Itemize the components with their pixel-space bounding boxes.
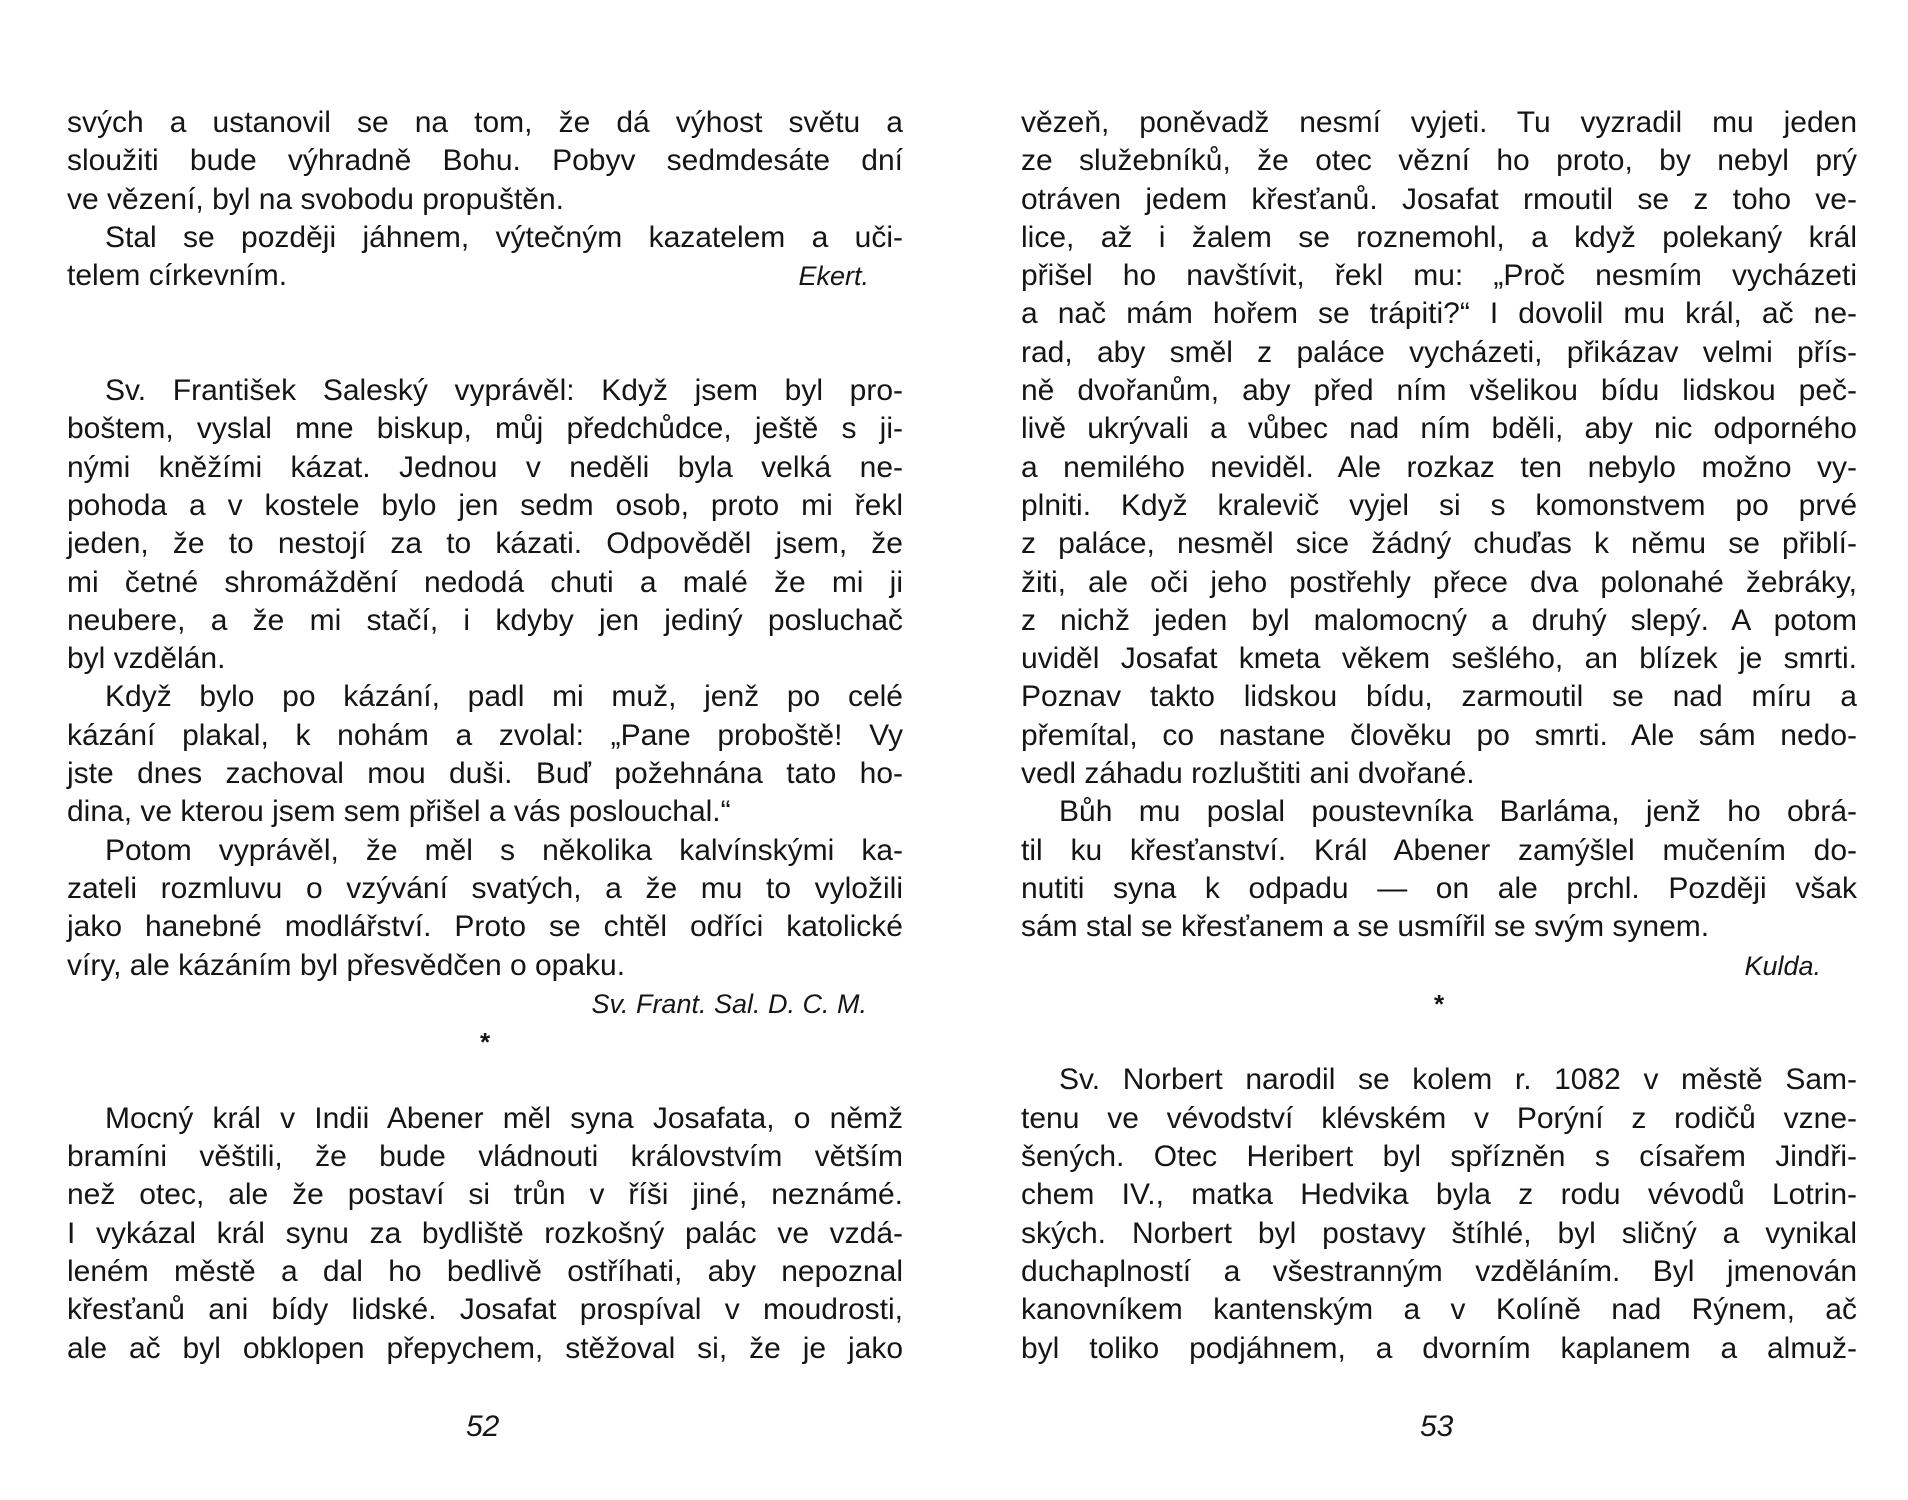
- text-line: Poznav takto lidskou bídu, zarmoutil se nad míru a: [1021, 680, 1857, 714]
- paragraph: [1021, 793, 1857, 946]
- text-line: ských. Norbert byl postavy štíhlé, byl sličný a vynikal: [1021, 1216, 1857, 1250]
- text-line: mi četné shromáždění nedodá chuti a malé že mi ji: [67, 565, 903, 599]
- paragraph: [1021, 104, 1857, 793]
- text-line: nými kněžími kázat. Jednou v neděli byla velká ne-: [67, 450, 903, 484]
- text-line: jste dnes zachoval mou duši. Buď požehnána tato ho-: [67, 757, 903, 791]
- text-line: ale ač byl obklopen přepychem, stěžoval si, že je jako: [67, 1331, 903, 1365]
- text-line: leném městě a dal ho bedlivě ostříhati, aby nepoznal: [67, 1254, 903, 1288]
- text-line: telem církevním.: [67, 259, 288, 293]
- text-line: z nichž jeden byl malomocný a druhý slepý. A potom: [1021, 603, 1857, 637]
- attribution: Sv. Frant. Sal. D. C. M.: [591, 988, 867, 1019]
- paragraph: [67, 678, 903, 831]
- paragraph: [1021, 1061, 1857, 1367]
- text-line: Potom vyprávěl, že měl s několika kalvínskými ka-: [105, 833, 903, 867]
- text-line: kanovníkem kantenským a v Kolíně nad Rýnem, ač: [1021, 1293, 1857, 1327]
- blank-line: [67, 334, 903, 372]
- attribution: Kulda.: [1744, 950, 1821, 981]
- text-line: a nač mám hořem se trápiti?“ I dovolil mu král, ač ne-: [1021, 297, 1857, 331]
- text-line: boštem, vyslal mne biskup, můj předchůdce, ještě s ji-: [67, 412, 903, 446]
- text-line: I vykázal král synu za bydliště rozkošný palác ve vzdá-: [67, 1216, 903, 1250]
- text-line: pohoda a v kostele bylo jen sedm osob, proto mi řekl: [67, 488, 903, 522]
- text-line: tenu ve vévodství klévském v Porýní z rodičů vzne-: [1021, 1101, 1857, 1135]
- text-line: dina, ve kterou jsem sem přišel a vás poslouchal.“: [67, 795, 731, 829]
- paragraph: [67, 104, 903, 219]
- text-line: Sv. Norbert narodil se kolem r. 1082 v městě Sam-: [1059, 1063, 1857, 1097]
- text-line: til ku křesťanství. Král Abener zamýšlel mučením do-: [1021, 833, 1857, 867]
- text-line: otráven jedem křesťanů. Josafat rmoutil se z toho ve-: [1021, 182, 1857, 216]
- text-line-with-attribution: [67, 257, 903, 295]
- text-line: ze služebníků, že otec vězní ho proto, by nebyl prý: [1021, 144, 1857, 178]
- section-separator: *: [479, 1027, 491, 1058]
- text-line: vedl záhadu rozluštiti ani dvořané.: [1021, 757, 1475, 791]
- text-line: chem IV., matka Hedvika byla z rodu vévodů Lotrin-: [1021, 1178, 1857, 1212]
- text-line: žiti, ale oči jeho postřehly přece dva polonahé žebráky,: [1021, 565, 1857, 599]
- text-line: zateli rozmluvu o vzývání svatých, a že mu to vyložili: [67, 871, 903, 905]
- text-line: bramíni věštili, že bude vládnouti královstvím větším: [67, 1140, 903, 1174]
- text-line: Stal se později jáhnem, výtečným kazatelem a uči-: [105, 220, 903, 254]
- text-line: livě ukrývali a vůbec nad ním bděli, aby nic odporného: [1021, 412, 1857, 446]
- text-line: šených. Otec Heribert byl spřízněn s císařem Jindři-: [1021, 1140, 1857, 1174]
- text-line: nutiti syna k odpadu — on ale prchl. Později však: [1021, 871, 1857, 905]
- left-page-text: [67, 104, 903, 1368]
- text-line: víry, ale kázáním byl přesvědčen o opaku.: [67, 948, 626, 982]
- text-line: jako hanebné modlářství. Proto se chtěl odříci katolické: [67, 910, 903, 944]
- page-number-left: 52: [466, 1410, 500, 1443]
- text-line: Bůh mu poslal poustevníka Barláma, jenž ho obrá-: [1059, 795, 1857, 829]
- text-line: plniti. Když kralevič vyjel si s komonstvem po prvé: [1021, 488, 1857, 522]
- text-line: rad, aby směl z paláce vycházeti, přikázav velmi přís-: [1021, 335, 1857, 369]
- right-page-text: [1021, 104, 1857, 1368]
- paragraph: [67, 372, 903, 678]
- text-line: sám stal se křesťanem a se usmířil se svým synem.: [1021, 910, 1710, 944]
- text-line: uviděl Josafat kmeta věkem sešlého, an blízek je smrti.: [1021, 642, 1857, 676]
- text-line: sloužiti bude výhradně Bohu. Pobyv sedmdesáte dní: [67, 144, 903, 178]
- text-line: svých a ustanovil se na tom, že dá výhost světu a: [67, 106, 903, 139]
- attribution: Ekert.: [798, 261, 869, 292]
- text-line: a nemilého neviděl. Ale rozkaz ten nebylo možno vy-: [1021, 450, 1857, 484]
- text-line: neubere, a že mi stačí, i kdyby jen jediný posluchač: [67, 603, 903, 637]
- text-line: duchaplností a všestranným vzděláním. Byl jmenován: [1021, 1254, 1857, 1288]
- blank-line: [67, 295, 903, 333]
- blank-line: [67, 1061, 903, 1099]
- text-line: z paláce, nesměl sice žádný chuďas k němu se přiblí-: [1021, 527, 1857, 561]
- text-line: jeden, že to nestojí za to kázati. Odpověděl jsem, že: [67, 527, 903, 561]
- text-line: lice, až i žalem se roznemohl, a když polekaný král: [1021, 220, 1857, 254]
- section-separator: *: [1433, 988, 1445, 1019]
- text-line: ve vězení, byl na svobodu propuštěn.: [67, 182, 564, 216]
- text-line: Sv. František Saleský vyprávěl: Když jsem byl pro-: [105, 374, 903, 408]
- text-line: Když bylo po kázání, padl mi muž, jenž po celé: [105, 680, 903, 714]
- blank-line: [1021, 1023, 1857, 1061]
- text-line: vězeň, poněvadž nesmí vyjeti. Tu vyzradil mu jeden: [1021, 106, 1857, 139]
- paragraph: [67, 832, 903, 985]
- text-line: ně dvořanům, aby před ním všelikou bídu lidskou peč-: [1021, 374, 1857, 408]
- text-line: byl vzdělán.: [67, 642, 226, 676]
- text-line: než otec, ale že postaví si trůn v říši jiné, neznámé.: [67, 1178, 903, 1212]
- text-line: kázání plakal, k nohám a zvolal: „Pane proboště! Vy: [67, 718, 903, 752]
- text-line: Mocný král v Indii Abener měl syna Josafata, o němž: [105, 1101, 903, 1135]
- page-number-right: 53: [1420, 1410, 1454, 1443]
- text-line: přišel ho navštívit, řekl mu: „Proč nesmím vycházeti: [1021, 259, 1857, 293]
- text-line: křesťanů ani bídy lidské. Josafat prospíval v moudrosti,: [67, 1293, 903, 1327]
- text-line: byl toliko podjáhnem, a dvorním kaplanem a almuž-: [1021, 1331, 1857, 1365]
- paragraph: [67, 1100, 903, 1368]
- paragraph: [67, 219, 903, 296]
- text-line: přemítal, co nastane člověku po smrti. Ale sám nedo-: [1021, 718, 1857, 752]
